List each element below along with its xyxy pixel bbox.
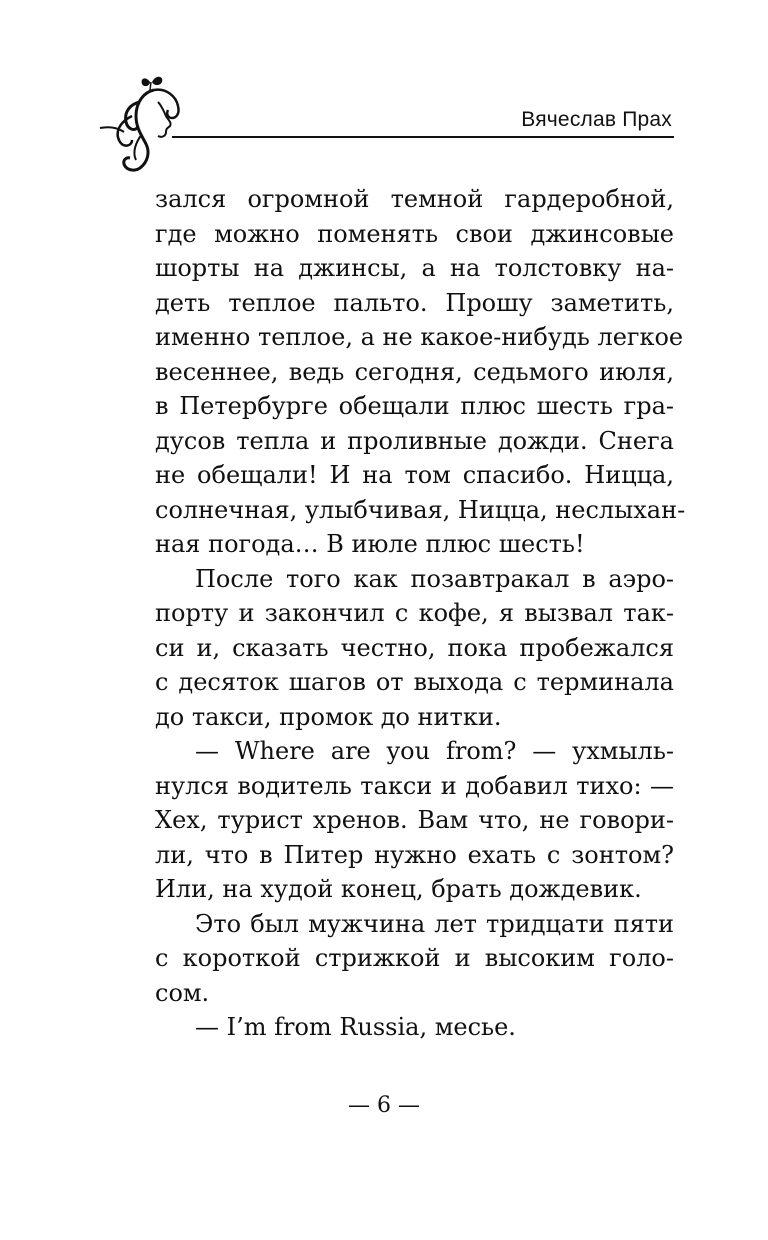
text-line: весеннее, ведь сегодня, седьмого июля, [155,357,674,386]
text-line: в Петербурге обещали плюс шесть гра- [155,392,674,420]
paragraph [155,907,674,1011]
text-line: нулся водитель такси и добавил тихо: — [155,771,674,800]
text-line: Или, на худой конец, брать дождевик. [155,875,642,903]
text-line: до такси, промок до нитки. [155,702,502,731]
text-line: сом. [155,978,210,1007]
text-line: где можно поменять свои джинсовые [155,219,674,248]
text-line: После того как позавтракал в аэро- [195,564,674,593]
text-line: зался огромной темной гардеробной, [155,185,674,213]
paragraph [155,734,674,907]
paragraph [155,1010,674,1045]
text-line: ная погода… В июле плюс шесть! [155,530,585,558]
text-line: си и, сказать честно, пока пробежался [155,633,674,662]
text-line: не обещали! И на том спасибо. Ницца, [155,461,674,489]
text-line: солнечная, улыбчивая, Ницца, неслыхан- [155,495,686,524]
paragraph [155,182,686,562]
text-line: именно теплое, а не какое-нибудь легкое [155,323,684,351]
text-line: с короткой стрижкой и высоким голо- [155,944,674,972]
text-line: дусов тепла и проливные дожди. Снега [155,426,674,455]
text-line: — I’m from Russia, месье. [195,1013,516,1041]
text-line: — Where are you from? — ухмыль- [195,737,674,765]
text-line: порту и закончил с кофе, я вызвал так- [155,599,674,627]
text-line: с десяток шагов от выхода с терминала [155,668,674,696]
page-number: — 6 — [348,1093,420,1118]
text-line: деть теплое пальто. Прошу заметить, [155,288,674,317]
text-line: Хех, турист хренов. Вам что, не говори- [155,806,674,834]
text-line: шорты на джинсы, а на толстовку на- [155,254,674,282]
author-name: Вячеслав Прах [521,108,672,131]
paragraph [155,562,674,735]
header-rule [172,136,674,138]
body-text [155,182,686,1045]
text-line: Это был мужчина лет тридцати пяти [195,909,674,938]
text-line: ли, что в Питер нужно ехать с зонтом? [155,840,674,869]
page-header [0,0,768,180]
woman-silhouette-butterfly-icon [96,72,192,176]
